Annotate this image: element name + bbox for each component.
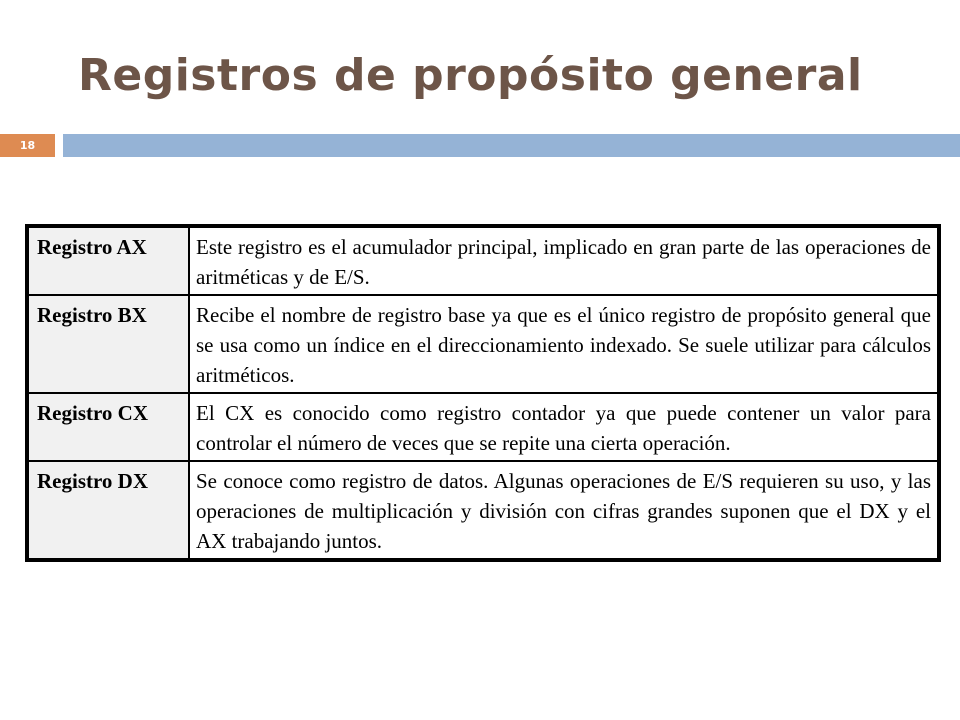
slide-title: Registros de propósito general: [78, 50, 863, 101]
register-name: Registro CX: [27, 393, 189, 461]
register-description: Este registro es el acumulador principal, implicado en gran parte de las operaciones de aritméticas y de E/S.: [189, 226, 939, 295]
register-description: Recibe el nombre de registro base ya que es el único registro de propósito general que se usa como un índice en el direccionamiento indexado. Se suele utilizar para cálculos aritméticos.: [189, 295, 939, 393]
register-name: Registro BX: [27, 295, 189, 393]
header-bar: [63, 134, 960, 157]
register-description: El CX es conocido como registro contador ya que puede contener un valor para controlar el número de veces que se repite una cierta operación.: [189, 393, 939, 461]
slide-number: 18: [0, 134, 55, 157]
registers-table: [25, 224, 941, 562]
table-row: [27, 461, 939, 560]
register-name: Registro AX: [27, 226, 189, 295]
table-row: [27, 393, 939, 461]
table-row: [27, 226, 939, 295]
register-name: Registro DX: [27, 461, 189, 560]
register-description: Se conoce como registro de datos. Algunas operaciones de E/S requieren su uso, y las operaciones de multiplicación y división con cifras grandes suponen que el DX y el AX trabajando juntos.: [189, 461, 939, 560]
table-row: [27, 295, 939, 393]
